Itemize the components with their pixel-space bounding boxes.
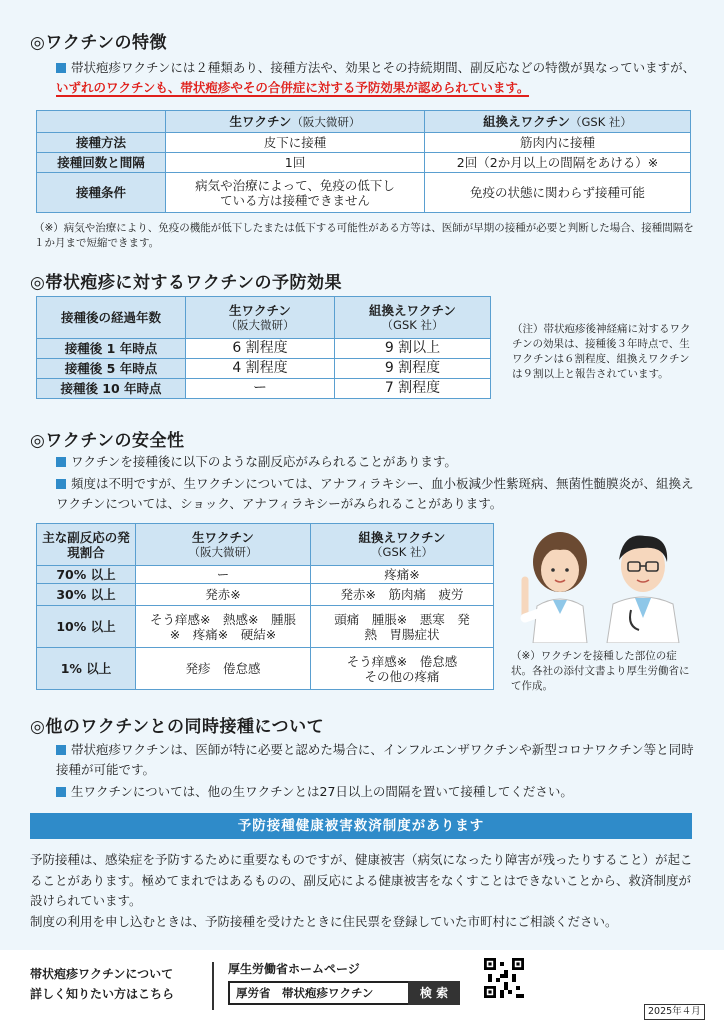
recomb-header: 組換えワクチン （GSK 社） (335, 297, 491, 339)
recomb-header: 組換えワクチン （GSK 社） (311, 524, 494, 566)
doctors-illustration (515, 518, 695, 643)
features-note: （※）病気や治療により、免疫の機能が低下したまたは低下する可能性がある方等は、医師が早期の接種が必要と判断した場合、接種間隔を１か月まで短縮できます。 (34, 222, 694, 249)
live-cell: ー (136, 566, 311, 584)
recomb-cell: 9 割以上 (335, 339, 491, 359)
bullet-square-icon (56, 787, 66, 797)
recomb-cell: そう痒感※ 倦怠感 その他の疼痛 (311, 648, 494, 690)
row-label: 接種回数と間隔 (37, 153, 166, 173)
coadmin-bullet-2 (56, 782, 696, 802)
corner-cell (37, 111, 166, 133)
live-header: 生ワクチン （阪大微研） (186, 297, 335, 339)
bullet-square-icon (56, 479, 66, 489)
recomb-cell: 免疫の状態に関わらず接種可能 (425, 173, 691, 213)
row-label: 接種方法 (37, 133, 166, 153)
recomb-cell: 7 割程度 (335, 379, 491, 399)
row-label: 接種後 1 年時点 (37, 339, 186, 359)
search-box[interactable]: 厚労省 帯状疱疹ワクチン (228, 981, 410, 1005)
efficacy-note: （注）帯状疱疹後神経痛に対するワクチンの効果は、接種後３年時点で、生ワクチンは６割程度、組換えワクチンは９割以上と報告されています。 (512, 323, 691, 380)
section-title-features: ◎ワクチンの特徴 (30, 33, 167, 53)
features-highlight: いずれのワクチンも、帯状疱疹やその合併症に対する予防効果が認められています。 (56, 80, 530, 95)
live-cell: 6 割程度 (186, 339, 335, 359)
relief-paragraph (30, 850, 700, 932)
search-button[interactable]: 検 索 (408, 981, 460, 1005)
safety-bullet-1 (56, 452, 696, 472)
coadmin-text-1: 帯状疱疹ワクチンは、医師が特に必要と認めた場合に、インフルエンザワクチンや新型コロナワクチン等と同時接種が可能です。 (56, 742, 694, 777)
issue-date: 2025年４月 (644, 1004, 705, 1020)
footer-site-label: 厚生労働省ホームページ (228, 962, 360, 976)
recomb-cell: 9 割程度 (335, 359, 491, 379)
row-label: 1% 以上 (37, 648, 136, 690)
bullet-square-icon (56, 457, 66, 467)
efficacy-table (36, 296, 491, 399)
side-effects-table (36, 523, 494, 690)
coadmin-text-2: 生ワクチンについては、他の生ワクチンとは27日以上の間隔を置いて接種してください。 (71, 784, 573, 799)
qr-code-icon[interactable] (484, 958, 524, 998)
side-effects-note: （※）ワクチンを接種した部位の症状。各社の添付文書より厚生労働省にて作成。 (511, 650, 690, 692)
row-label: 接種後 10 年時点 (37, 379, 186, 399)
row-label: 10% 以上 (37, 606, 136, 648)
section-title-coadmin: ◎他のワクチンとの同時接種について (30, 717, 325, 737)
recomb-cell: 発赤※ 筋肉痛 疲労 (311, 584, 494, 606)
male-doctor-icon (607, 536, 679, 644)
row-label: 接種条件 (37, 173, 166, 213)
recomb-cell: 疼痛※ (311, 566, 494, 584)
recomb-cell: 筋肉内に接種 (425, 133, 691, 153)
relief-text-1: 予防接種は、感染症を予防するために重要なものですが、健康被害（病気になったり障害が残ったりすること）が起こることがあります。極めてまれではあるものの、副反応による健康被害をなくすことはできないことから、救済制度が設けられています。 (30, 852, 693, 908)
recomb-cell: 2回（2か月以上の間隔をあける）※ (425, 153, 691, 173)
bullet-square-icon (56, 63, 66, 73)
recomb-header: 組換えワクチン（GSK 社） (425, 111, 691, 133)
live-cell: 皮下に接種 (166, 133, 425, 153)
relief-banner: 予防接種健康被害救済制度があります (30, 813, 692, 839)
col-header-rate: 主な副反応の発現割合 (37, 524, 136, 566)
features-table (36, 110, 691, 213)
safety-bullet-2 (56, 474, 696, 514)
safety-text-2: 頻度は不明ですが、生ワクチンについては、アナフィラキシー、血小板減少性紫斑病、無菌性髄膜炎が、組換えワクチンについては、ショック、アナフィラキシーがみられることがあります。 (56, 476, 694, 511)
live-cell: 4 割程度 (186, 359, 335, 379)
section-title-safety: ◎ワクチンの安全性 (30, 431, 185, 451)
footer-divider (212, 962, 214, 1010)
features-bullet (56, 58, 696, 98)
live-cell: そう痒感※ 熱感※ 腫脹※ 疼痛※ 硬結※ (136, 606, 311, 648)
footer-lead: 帯状疱疹ワクチンについて 詳しく知りたい方はこちら (30, 967, 175, 1001)
col-header-years: 接種後の経過年数 (37, 297, 186, 339)
female-doctor-icon (525, 532, 587, 643)
live-cell: 発疹 倦怠感 (136, 648, 311, 690)
coadmin-bullet-1 (56, 740, 696, 780)
live-header: 生ワクチン （阪大微研） (136, 524, 311, 566)
footer (0, 950, 724, 1024)
section-title-efficacy: ◎帯状疱疹に対するワクチンの予防効果 (30, 273, 342, 293)
relief-text-2: 制度の利用を申し込むときは、予防接種を受けたときに住民票を登録していた市町村にご相談ください。 (30, 913, 618, 929)
live-cell: 病気や治療によって、免疫の低下している方は接種できません (166, 173, 425, 213)
row-label: 70% 以上 (37, 566, 136, 584)
live-cell: 1回 (166, 153, 425, 173)
live-cell: ー (186, 379, 335, 399)
live-header: 生ワクチン（阪大微研） (166, 111, 425, 133)
features-text: 帯状疱疹ワクチンには２種類あり、接種方法や、効果とその持続期間、副反応などの特徴が異なっていますが、 (71, 60, 696, 75)
bullet-square-icon (56, 745, 66, 755)
recomb-cell: 頭痛 腫脹※ 悪寒 発熱 胃腸症状 (311, 606, 494, 648)
safety-text-1: ワクチンを接種後に以下のような副反応がみられることがあります。 (71, 454, 457, 469)
live-cell: 発赤※ (136, 584, 311, 606)
row-label: 30% 以上 (37, 584, 136, 606)
row-label: 接種後 5 年時点 (37, 359, 186, 379)
